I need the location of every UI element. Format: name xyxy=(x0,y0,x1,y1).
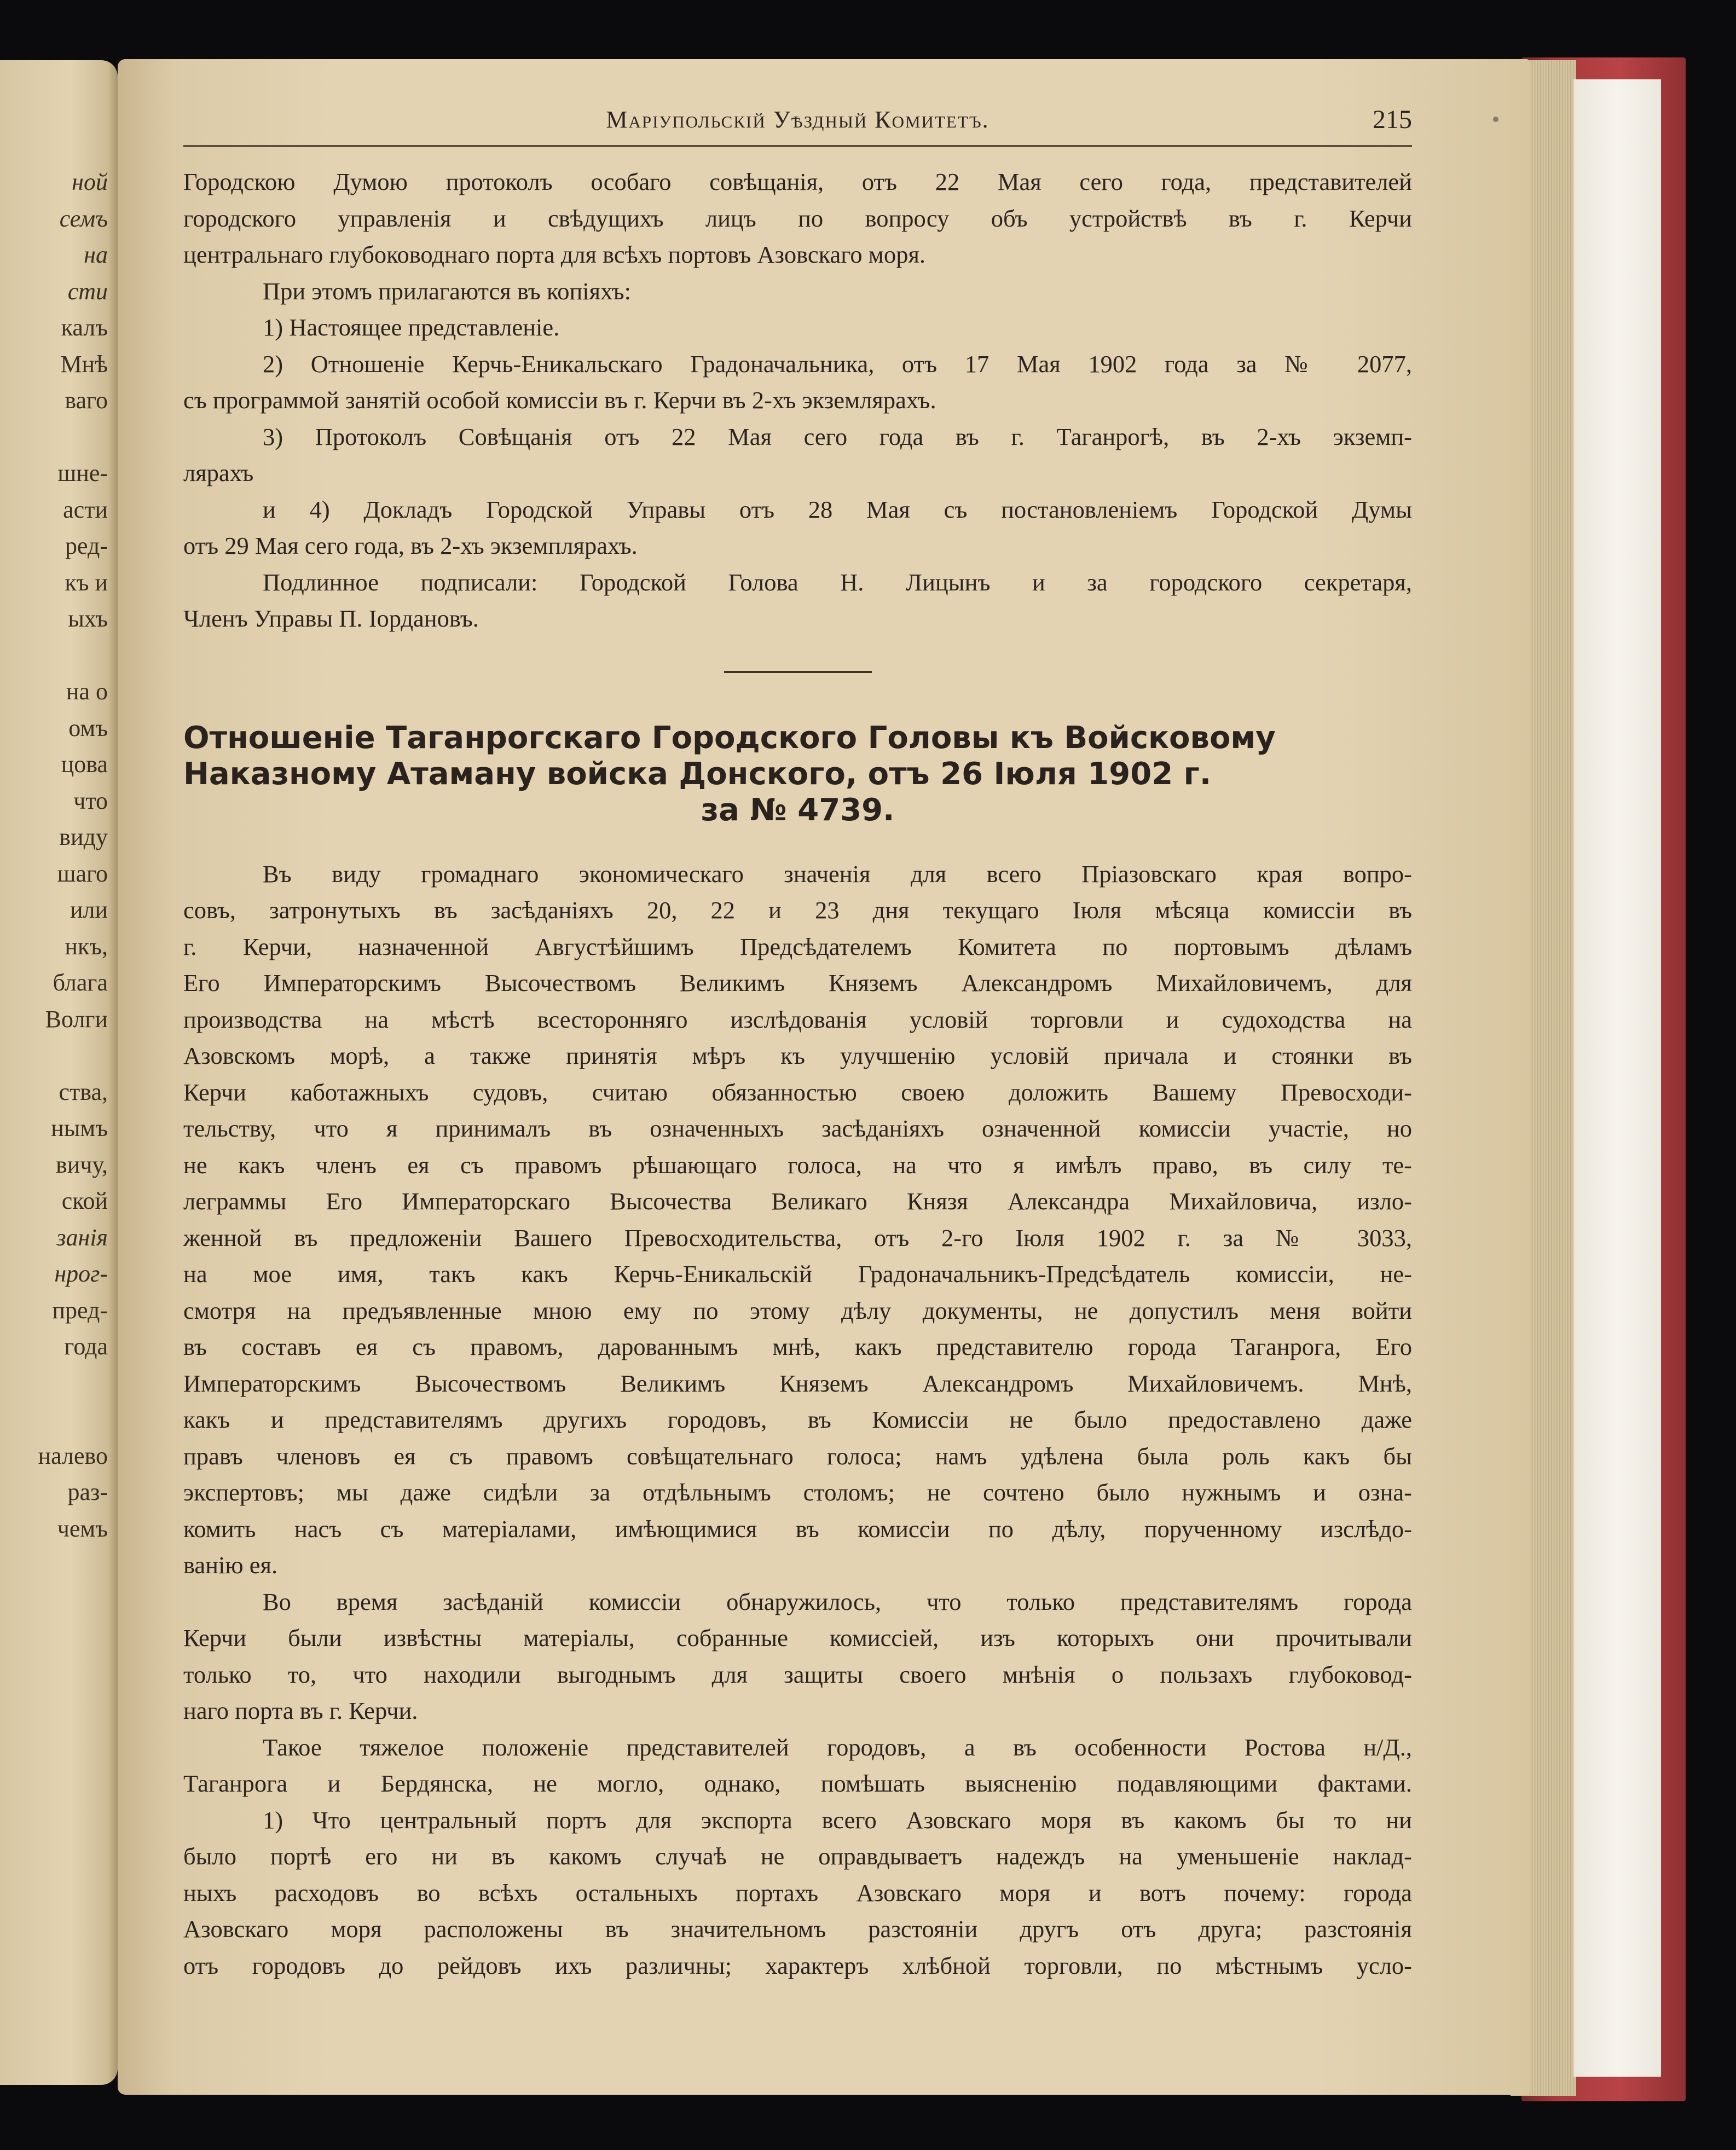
text-line: Керчи каботажныхъ судовъ, считаю обязанностью своею доложить Вашему Превосходи- xyxy=(183,1078,1412,1106)
page-content xyxy=(183,106,1412,1984)
text-line: Азовскаго моря расположены въ значительномъ разстояніи другъ отъ друга; разстоянія xyxy=(183,1915,1412,1943)
fragment-line: ства, xyxy=(59,1078,108,1105)
heading-line: за № 4739. xyxy=(701,792,895,828)
text-line: Керчи были извѣстны матеріалы, собранные комиссіей, изъ которыхъ они прочитывали xyxy=(183,1624,1412,1651)
text-line: тельству, что я принималъ въ означенныхъ засѣданіяхъ означенной комиссіи участіе, но xyxy=(183,1115,1412,1142)
fragment-line: калъ xyxy=(61,314,108,341)
fragment-line: пред- xyxy=(52,1296,108,1324)
text-line: на мое имя, такъ какъ Керчь-Еникальскій Градоначальникъ-Предсѣдатель комиссіи, не- xyxy=(183,1260,1412,1288)
text-line: Его Императорскимъ Высочествомъ Великимъ Княземъ Александромъ Михайловичемъ, для xyxy=(183,969,1412,996)
text-line: леграммы Его Императорскаго Высочества Великаго Князя Александра Михайловича, изло- xyxy=(183,1187,1412,1215)
running-title: Маріупольскій Уѣздный Комитетъ. xyxy=(606,106,989,133)
text-line: какъ и представителямъ другихъ городовъ, въ Комиссіи не было предоставлено даже xyxy=(183,1406,1412,1433)
fragment-line: семъ xyxy=(59,205,108,232)
page-number: 215 xyxy=(1373,105,1412,134)
fragment-line: раз- xyxy=(67,1479,108,1505)
fragment-line: Мнѣ xyxy=(60,350,108,378)
text-line: 1) Что центральный портъ для экспорта всего Азовскаго моря въ какомъ бы то ни xyxy=(263,1806,1412,1834)
section-heading xyxy=(183,720,1412,828)
fragment-line: ред- xyxy=(65,532,108,559)
heading-line: Наказному Атаману войска Донского, отъ 26 Іюля 1902 г. xyxy=(183,756,1212,792)
fragment-line: нымъ xyxy=(51,1115,108,1141)
text-line: экспертовъ; мы даже сидѣли за отдѣльнымъ столомъ; не сочтено было нужнымъ и озна- xyxy=(183,1479,1412,1506)
text-line: 2) Отношеніе Керчь-Еникальскаго Градоначальника, отъ 17 Мая 1902 года за № 2077, xyxy=(263,350,1412,378)
heading-line: Отношеніе Таганрогскаго Городского Головы къ Войсковому xyxy=(183,720,1276,756)
text-line: г. Керчи, назначенной Августѣйшимъ Предсѣдателемъ Комитета по портовымъ дѣламъ xyxy=(183,932,1412,960)
text-line: совъ, затронутыхъ въ засѣданіяхъ 20, 22 и 23 дня текущаго Іюля мѣсяца комиссіи въ xyxy=(183,896,1412,924)
fragment-line: ской xyxy=(61,1187,108,1214)
fragment-line: блага xyxy=(53,969,108,996)
text-line: Императорскимъ Высочествомъ Великимъ Княземъ Александромъ Михайловичемъ. Мнѣ, xyxy=(183,1369,1412,1397)
previous-page-edge xyxy=(0,60,118,2085)
fragment-line: шне- xyxy=(57,460,108,486)
text-line: При этомъ прилагаются въ копіяхъ: xyxy=(263,277,632,305)
text-line: Членъ Управы П. Іордановъ. xyxy=(183,605,479,632)
text-line: центральнаго глубоководнаго порта для всѣхъ портовъ Азовскаго моря. xyxy=(183,241,926,268)
fragment-line: Волги xyxy=(45,1005,108,1033)
fragment-line: ваго xyxy=(65,387,108,414)
text-line: Такое тяжелое положеніе представителей городовъ, а въ особенности Ростова н/Д., xyxy=(263,1733,1412,1761)
text-line: въ составъ ея съ правомъ, дарованнымъ мнѣ, какъ представителю города Таганрога, Его xyxy=(183,1333,1412,1360)
text-line: производства на мѣстѣ всесторонняго изслѣдованія условій торговли и судоходства на xyxy=(183,1005,1412,1033)
text-line: смотря на предъявленные мною ему по этому дѣлу документы, не допустилъ меня войти xyxy=(183,1296,1412,1324)
fragment-line: на о xyxy=(66,678,108,705)
fragment-line: нрог- xyxy=(54,1260,108,1287)
fragment-line xyxy=(0,419,108,456)
text-line: Подлинное подписали: Городской Голова Н. Лицынъ и за городского секретаря, xyxy=(263,568,1412,596)
running-header xyxy=(183,106,1412,147)
text-line: лярахъ xyxy=(183,459,254,486)
text-line: ванію ея. xyxy=(183,1551,278,1579)
section-separator xyxy=(724,671,872,673)
text-line: женной въ предложеніи Вашего Превосходительства, отъ 2-го Іюля 1902 г. за № 3033, xyxy=(183,1224,1412,1251)
fragment-line: сти xyxy=(67,277,108,305)
text-line: Въ виду громаднаго экономическаго значенія для всего Пріазовскаго края вопро- xyxy=(263,860,1412,888)
text-line: Во время засѣданій комиссіи обнаружилось, что только представителямъ города xyxy=(263,1587,1412,1615)
text-line: Таганрога и Бердянска, не могло, однако, помѣшать выясненію подавляющими фактами. xyxy=(183,1770,1412,1797)
text-line: Азовскомъ морѣ, а также принятія мѣръ къ улучшенію условій причала и стоянки въ xyxy=(183,1042,1412,1069)
text-line: было портѣ его ни въ какомъ случаѣ не оправдываетъ надеждъ на уменьшеніе наклад- xyxy=(183,1842,1412,1870)
fragment-line: налево xyxy=(38,1442,108,1469)
text-line: съ программой занятій особой комиссіи въ г. Керчи въ 2-хъ экземлярахъ. xyxy=(183,386,936,414)
text-line: наго порта въ г. Керчи. xyxy=(183,1697,418,1724)
fragment-line xyxy=(0,1401,108,1438)
fragment-line: асти xyxy=(63,496,108,523)
fragment-line xyxy=(0,638,108,674)
text-line: 1) Настоящее представленіе. xyxy=(263,314,560,341)
fragment-line: что xyxy=(73,787,108,814)
fragment-line: на xyxy=(84,241,108,268)
fragment-line: омъ xyxy=(68,714,108,741)
intro-paragraphs xyxy=(183,164,1412,637)
text-line: только то, что находили выгоднымъ для защиты своего мнѣнія о пользахъ глубоковод- xyxy=(183,1660,1412,1688)
fragment-line: ыхъ xyxy=(68,605,108,632)
fragment-line: цова xyxy=(61,751,108,778)
text-line: и 4) Докладъ Городской Управы отъ 28 Мая съ постановленіемъ Городской Думы xyxy=(263,495,1412,523)
fragment-line: или xyxy=(70,896,108,923)
body-paragraphs xyxy=(183,856,1412,1984)
text-line: отъ городовъ до рейдовъ ихъ различны; характеръ хлѣбной торговли, по мѣстнымъ усло- xyxy=(183,1951,1412,1979)
book-page xyxy=(118,59,1530,2095)
fragment-line xyxy=(0,1365,108,1402)
text-line: 3) Протоколъ Совѣщанія отъ 22 Мая сего года въ г. Таганрогѣ, въ 2-хъ экземп- xyxy=(263,422,1412,450)
text-line: отъ 29 Мая сего года, въ 2-хъ экземплярахъ. xyxy=(183,532,638,559)
fragment-line: виду xyxy=(59,824,108,850)
text-line: правъ членовъ ея съ правомъ совѣщательнаго голоса; намъ удѣлена была роль какъ бы xyxy=(183,1442,1412,1470)
page-speck xyxy=(1493,117,1498,122)
previous-page-text-fragments xyxy=(0,164,108,1547)
fragment-line xyxy=(0,1038,108,1074)
blank-leaf xyxy=(1573,79,1661,2077)
fragment-line: вичу, xyxy=(55,1151,108,1178)
fragment-line: ной xyxy=(72,169,108,195)
text-line: комить насъ съ матеріалами, имѣющимися въ комиссіи по дѣлу, порученному изслѣдо- xyxy=(183,1515,1412,1543)
text-line: ныхъ расходовъ во всѣхъ остальныхъ портахъ Азовскаго моря и вотъ почему: города xyxy=(183,1879,1412,1906)
fragment-line: занія xyxy=(56,1224,108,1251)
text-line: Городскою Думою протоколъ особаго совѣщанія, отъ 22 Мая сего года, представителей xyxy=(183,168,1412,195)
fragment-line: шаго xyxy=(57,860,108,887)
fragment-line: чемъ xyxy=(57,1515,108,1542)
text-line: не какъ членъ ея съ правомъ рѣшающаго голоса, на что я имѣлъ право, въ силу те- xyxy=(183,1151,1412,1179)
fragment-line: нкъ, xyxy=(65,932,108,960)
text-line: городского управленія и свѣдущихъ лицъ по вопросу объ устройствѣ въ г. Керчи xyxy=(183,204,1412,232)
fragment-line: года xyxy=(64,1333,108,1360)
fragment-line: къ и xyxy=(65,569,108,596)
